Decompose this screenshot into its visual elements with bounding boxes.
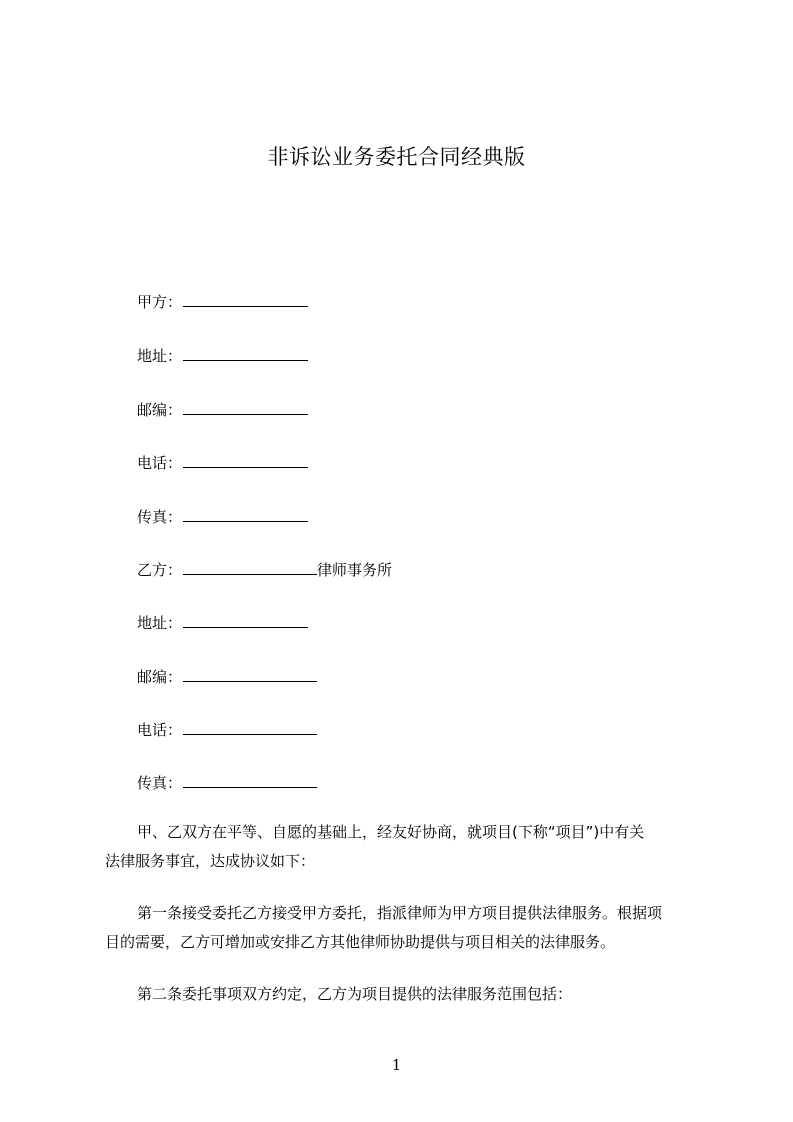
article-1-line-2: 目的需要，乙方可增加或安排乙方其他律师协助提供与项目相关的法律服务。	[105, 933, 616, 951]
page-title: 非诉讼业务委托合同经典版	[267, 145, 526, 169]
party-b-postcode-field	[137, 665, 317, 687]
party-a-address-field	[137, 344, 308, 366]
party-a-fax-field	[137, 505, 308, 527]
party-a-name-label: 甲方：	[137, 293, 183, 311]
party-a-phone-blank[interactable]	[183, 451, 308, 468]
party-b-name-suffix: 律师事务所	[317, 561, 393, 579]
page-number: 1	[391, 1056, 402, 1074]
party-b-phone-field	[137, 718, 317, 740]
article-1-paragraph	[105, 899, 700, 957]
party-b-postcode-blank[interactable]	[183, 665, 317, 682]
party-b-name-blank[interactable]	[183, 558, 317, 575]
article-2-paragraph	[105, 980, 700, 1009]
party-b-fax-field	[137, 771, 317, 793]
party-a-postcode-label: 邮编：	[137, 401, 183, 419]
intro-paragraph	[105, 818, 700, 876]
party-b-fax-label: 传真：	[137, 774, 183, 792]
party-b-address-label: 地址：	[137, 614, 183, 632]
party-b-fax-blank[interactable]	[183, 771, 317, 788]
party-a-name-field	[137, 290, 308, 312]
party-b-address-blank[interactable]	[183, 611, 308, 628]
party-b-address-field	[137, 611, 308, 633]
article-1-line-1: 第一条接受委托乙方接受甲方委托，指派律师为甲方项目提供法律服务。根据项	[137, 904, 663, 922]
party-a-fax-blank[interactable]	[183, 505, 308, 522]
party-b-name-field	[137, 558, 392, 580]
party-a-address-label: 地址：	[137, 347, 183, 365]
party-b-phone-blank[interactable]	[183, 718, 317, 735]
party-a-fax-label: 传真：	[137, 508, 183, 526]
article-2-line-1: 第二条委托事项双方约定，乙方为项目提供的法律服务范围包括：	[137, 985, 573, 1003]
party-a-name-blank[interactable]	[183, 290, 308, 307]
party-a-postcode-blank[interactable]	[183, 398, 308, 415]
intro-line-1: 甲、乙双方在平等、自愿的基础上，经友好协商，就项目(下称“项目”)中有关	[137, 823, 645, 841]
party-b-phone-label: 电话：	[137, 721, 183, 739]
intro-line-2: 法律服务事宜，达成协议如下：	[105, 852, 316, 870]
party-a-phone-field	[137, 451, 308, 473]
party-b-name-label: 乙方：	[137, 561, 183, 579]
party-a-postcode-field	[137, 398, 308, 420]
party-b-postcode-label: 邮编：	[137, 668, 183, 686]
party-a-phone-label: 电话：	[137, 454, 183, 472]
party-a-address-blank[interactable]	[183, 344, 308, 361]
